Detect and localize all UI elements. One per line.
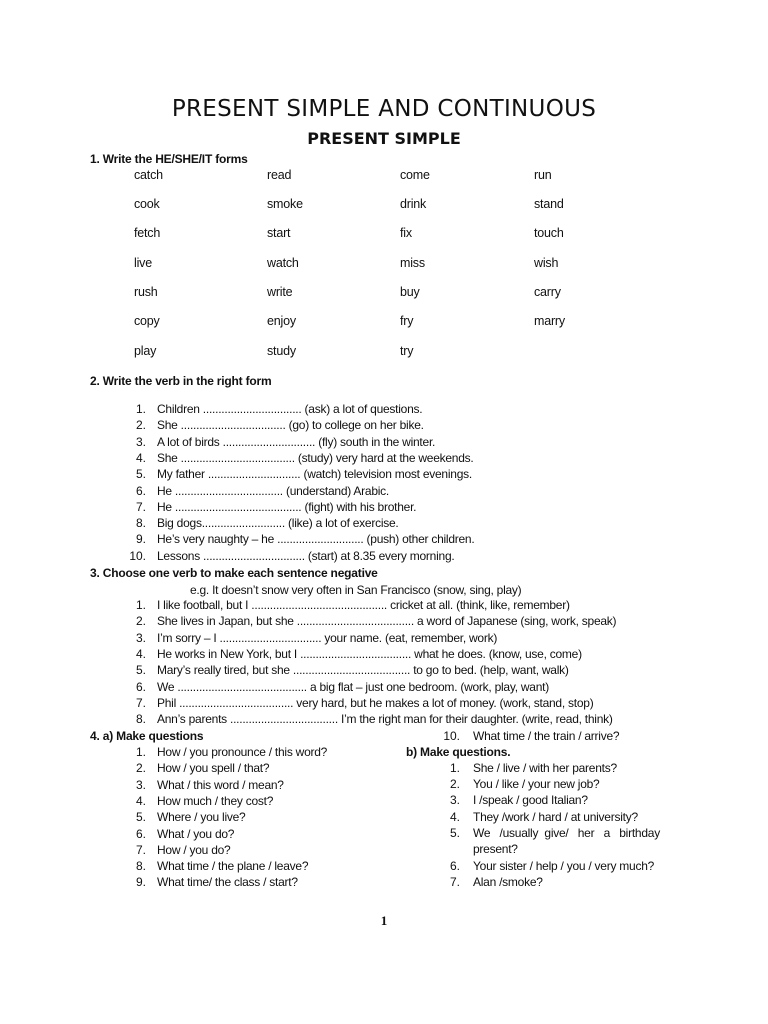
verb-cell: carry: [534, 285, 561, 299]
item-number: 3.: [135, 777, 146, 792]
item-number: 4.: [449, 810, 460, 824]
item-text: I /speak / good Italian?: [473, 793, 588, 807]
item-number: 1.: [135, 598, 146, 612]
item-text: What / this word / mean?: [157, 777, 284, 792]
section3-heading: 3. Choose one verb to make each sentence negative: [90, 566, 378, 580]
verb-cell: fry: [400, 314, 414, 328]
item-text: Where / you live?: [157, 810, 246, 825]
item-number: 3.: [135, 630, 146, 645]
verb-cell: catch: [134, 168, 163, 182]
verb-cell: study: [267, 344, 296, 358]
verb-cell: fetch: [134, 226, 161, 240]
item-text: Phil ..................................... very hard, but he makes a lot of money. (work, stand, stop): [157, 695, 594, 710]
verb-cell: try: [400, 344, 414, 358]
item-text: What time/ the class / start?: [157, 875, 298, 890]
item-number: 3.: [135, 434, 146, 449]
item-text: He works in New York, but I .................................... what he does. (know, use, come): [157, 646, 582, 661]
item-number: 9.: [135, 875, 146, 890]
item-text: Alan /smoke?: [473, 875, 543, 889]
item-text: You / like / your new job?: [473, 777, 600, 791]
item-number: 8.: [135, 859, 146, 874]
item-text: My father .............................. (watch) television most evenings.: [157, 467, 472, 482]
item-text: We /usually give/ her a birthday: [473, 826, 660, 840]
item-number: 1.: [449, 761, 460, 775]
item-number: 4.: [135, 646, 146, 661]
item-text-continued: present?: [473, 842, 518, 856]
item-text: He ......................................... (fight) with his brother.: [157, 499, 417, 514]
item-text: She ..................................... (study) very hard at the weekends.: [157, 450, 474, 465]
item-number: 2.: [135, 418, 146, 433]
item-text: I like football, but I ............................................ cricket at all. (think, like, remember): [157, 598, 570, 612]
item-text: A lot of birds .............................. (fly) south in the winter.: [157, 434, 436, 449]
item-number: 5.: [449, 826, 460, 840]
verb-cell: run: [534, 168, 552, 182]
item-text: How / you do?: [157, 842, 231, 857]
item-text: How / you spell / that?: [157, 761, 270, 776]
item-number: 3.: [449, 793, 460, 807]
verb-cell: cook: [134, 197, 160, 211]
item-number: 4.: [135, 450, 146, 465]
verb-cell: copy: [134, 314, 160, 328]
item-number: 5.: [135, 467, 146, 482]
page-number: 1: [380, 913, 388, 928]
item-number: 8.: [135, 516, 146, 531]
item-text: He’s very naughty – he ............................ (push) other children.: [157, 532, 475, 547]
verb-cell: drink: [400, 197, 427, 211]
page-subtitle: PRESENT SIMPLE: [307, 129, 461, 148]
item-text: What time / the train / arrive?: [473, 729, 620, 743]
item-text: She .................................. (go) to college on her bike.: [157, 418, 424, 433]
section3-example: e.g. It doesn’t snow very often in San Francisco (snow, sing, play): [190, 583, 522, 597]
item-number: 6.: [135, 679, 146, 694]
item-text: Lessons ................................. (start) at 8.35 every morning.: [157, 548, 455, 563]
verb-cell: enjoy: [267, 314, 296, 328]
verb-cell: write: [267, 285, 293, 299]
item-number: 6.: [135, 483, 146, 498]
page-title: PRESENT SIMPLE AND CONTINUOUS: [171, 96, 597, 122]
verb-cell: touch: [534, 226, 564, 240]
item-number: 1.: [135, 402, 146, 416]
item-text: Mary’s really tired, but she ...................................... to go to bed. (help, want, walk): [157, 663, 569, 678]
item-text: She / live / with her parents?: [473, 761, 617, 775]
item-text: Ann’s parents ................................... I’m the right man for their daughter. (write, read, think): [157, 712, 613, 727]
item-text: He ................................... (understand) Arabic.: [157, 483, 390, 498]
item-number: 7.: [135, 499, 146, 514]
item-number: 8.: [135, 712, 146, 727]
verb-cell: read: [267, 168, 292, 182]
item-text: What / you do?: [157, 826, 235, 841]
item-text: She lives in Japan, but she ...................................... a word of Japanese (sing, work, speak): [157, 614, 617, 629]
verb-cell: miss: [400, 256, 425, 270]
verb-cell: start: [267, 226, 291, 240]
item-number: 10.: [443, 729, 460, 743]
section1-heading: 1. Write the HE/SHE/IT forms: [90, 152, 248, 166]
verb-cell: rush: [134, 285, 158, 299]
item-number: 5.: [135, 663, 146, 678]
item-number: 6.: [135, 826, 146, 841]
item-number: 4.: [135, 793, 146, 808]
item-number: 10.: [129, 548, 146, 563]
verb-cell: live: [134, 256, 152, 270]
verb-cell: smoke: [267, 197, 303, 211]
item-text: How / you pronounce / this word?: [157, 745, 328, 759]
item-text: What time / the plane / leave?: [157, 859, 309, 874]
item-number: 7.: [449, 875, 460, 889]
section4a-heading: 4. a) Make questions: [90, 729, 204, 743]
verb-cell: wish: [534, 256, 559, 270]
item-number: 2.: [135, 614, 146, 629]
item-text: We .......................................... a big flat – just one bedroom. (work, play, want): [157, 679, 549, 694]
item-number: 9.: [135, 532, 146, 547]
verb-cell: buy: [400, 285, 420, 299]
verb-cell: marry: [534, 314, 565, 328]
item-number: 7.: [135, 695, 146, 710]
verb-cell: stand: [534, 197, 564, 211]
item-text: I’m sorry – I ................................. your name. (eat, remember, work): [157, 630, 498, 645]
item-text: Big dogs........................... (like) a lot of exercise.: [157, 516, 399, 531]
item-text: Children ................................ (ask) a lot of questions.: [157, 402, 423, 416]
verb-cell: fix: [400, 226, 412, 240]
item-number: 1.: [135, 745, 146, 759]
item-number: 6.: [449, 859, 460, 873]
section2-heading: 2. Write the verb in the right form: [90, 374, 272, 388]
verb-cell: play: [134, 344, 157, 358]
item-number: 7.: [135, 842, 146, 857]
item-text: How much / they cost?: [157, 793, 274, 808]
item-number: 2.: [135, 761, 146, 776]
verb-cell: watch: [267, 256, 299, 270]
item-number: 2.: [449, 777, 460, 791]
item-number: 5.: [135, 810, 146, 825]
section4b-heading: b) Make questions.: [406, 745, 511, 759]
item-text: They /work / hard / at university?: [473, 810, 638, 824]
item-text: Your sister / help / you / very much?: [473, 859, 655, 873]
verb-cell: come: [400, 168, 430, 182]
